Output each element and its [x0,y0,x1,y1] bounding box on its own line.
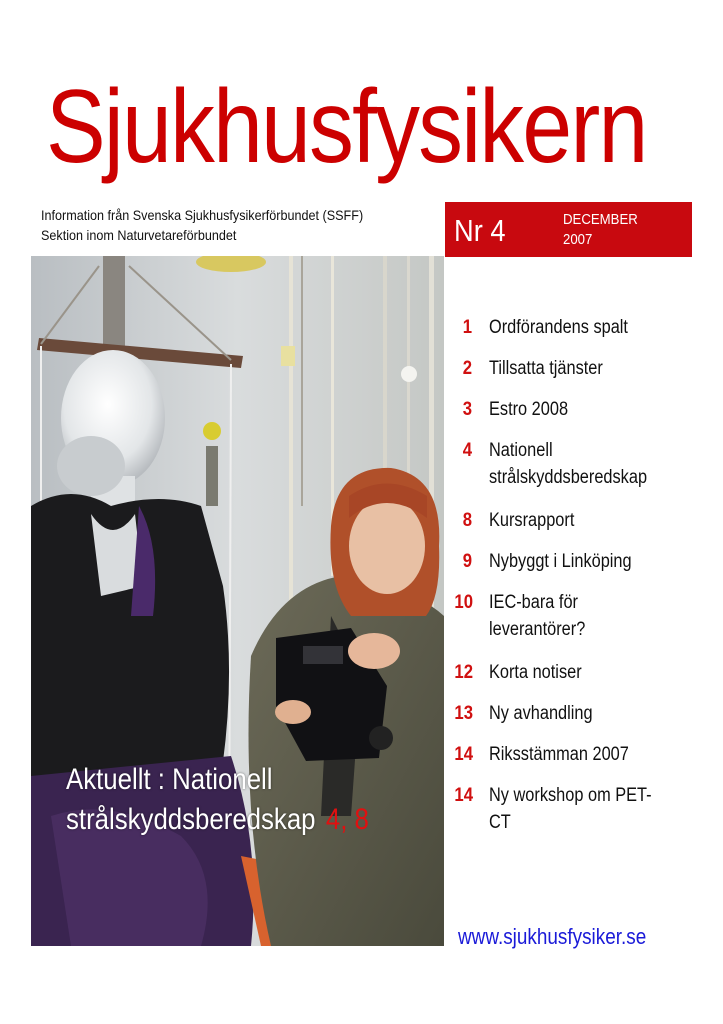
publisher-line: Information från Svenska Sjukhusfysikerförbundet (SSFF) [41,207,364,223]
toc-title: Ny workshop om PET- CT [489,785,652,833]
toc-title: Kursrapport [489,510,575,531]
headline-line-2 [66,800,369,840]
toc-page-number: 2 [462,358,472,379]
cover-photo [31,256,444,946]
toc-page-number: 3 [462,399,472,420]
toc-page-number: 14 [454,785,474,806]
toc-page-number: 1 [462,317,472,338]
cover-photo-illustration [31,256,444,946]
toc-title: IEC-bara för leverantörer? [489,592,586,640]
toc-title: Ordförandens spalt [489,317,628,338]
toc-page-number: 14 [454,744,474,765]
toc-page-number: 9 [462,551,472,572]
toc-title: Nationell strålskyddsberedskap [489,440,648,488]
toc-page-number: 12 [454,662,474,683]
toc-title: Tillsatta tjänster [489,358,603,379]
issue-month: DECEMBER [563,211,638,228]
toc-title: Riksstämman 2007 [489,744,629,765]
issue-number: Nr 4 [454,213,506,248]
toc-title: Korta notiser [489,662,582,683]
toc-title: Nybyggt i Linköping [489,551,632,572]
cover-headline [66,760,369,840]
toc-page-number: 4 [462,440,472,461]
masthead-title: Sjukhusfysikern [46,69,647,185]
headline-pages: 4, 8 [325,803,369,836]
issue-year: 2007 [563,231,593,248]
section-line: Sektion inom Naturvetareförbundet [41,227,237,243]
toc-page-number: 10 [454,592,474,613]
toc-page-number: 13 [454,703,474,724]
toc-title: Estro 2008 [489,399,569,420]
headline-line-1: Aktuellt : Nationell [66,763,273,796]
toc-page-number: 8 [462,510,472,531]
issue-box [445,202,692,257]
website-link[interactable]: www.sjukhusfysiker.se [458,924,647,949]
publisher-info [41,205,363,245]
toc-title: Ny avhandling [489,703,593,724]
headline-topic: strålskyddsberedskap [66,803,316,836]
